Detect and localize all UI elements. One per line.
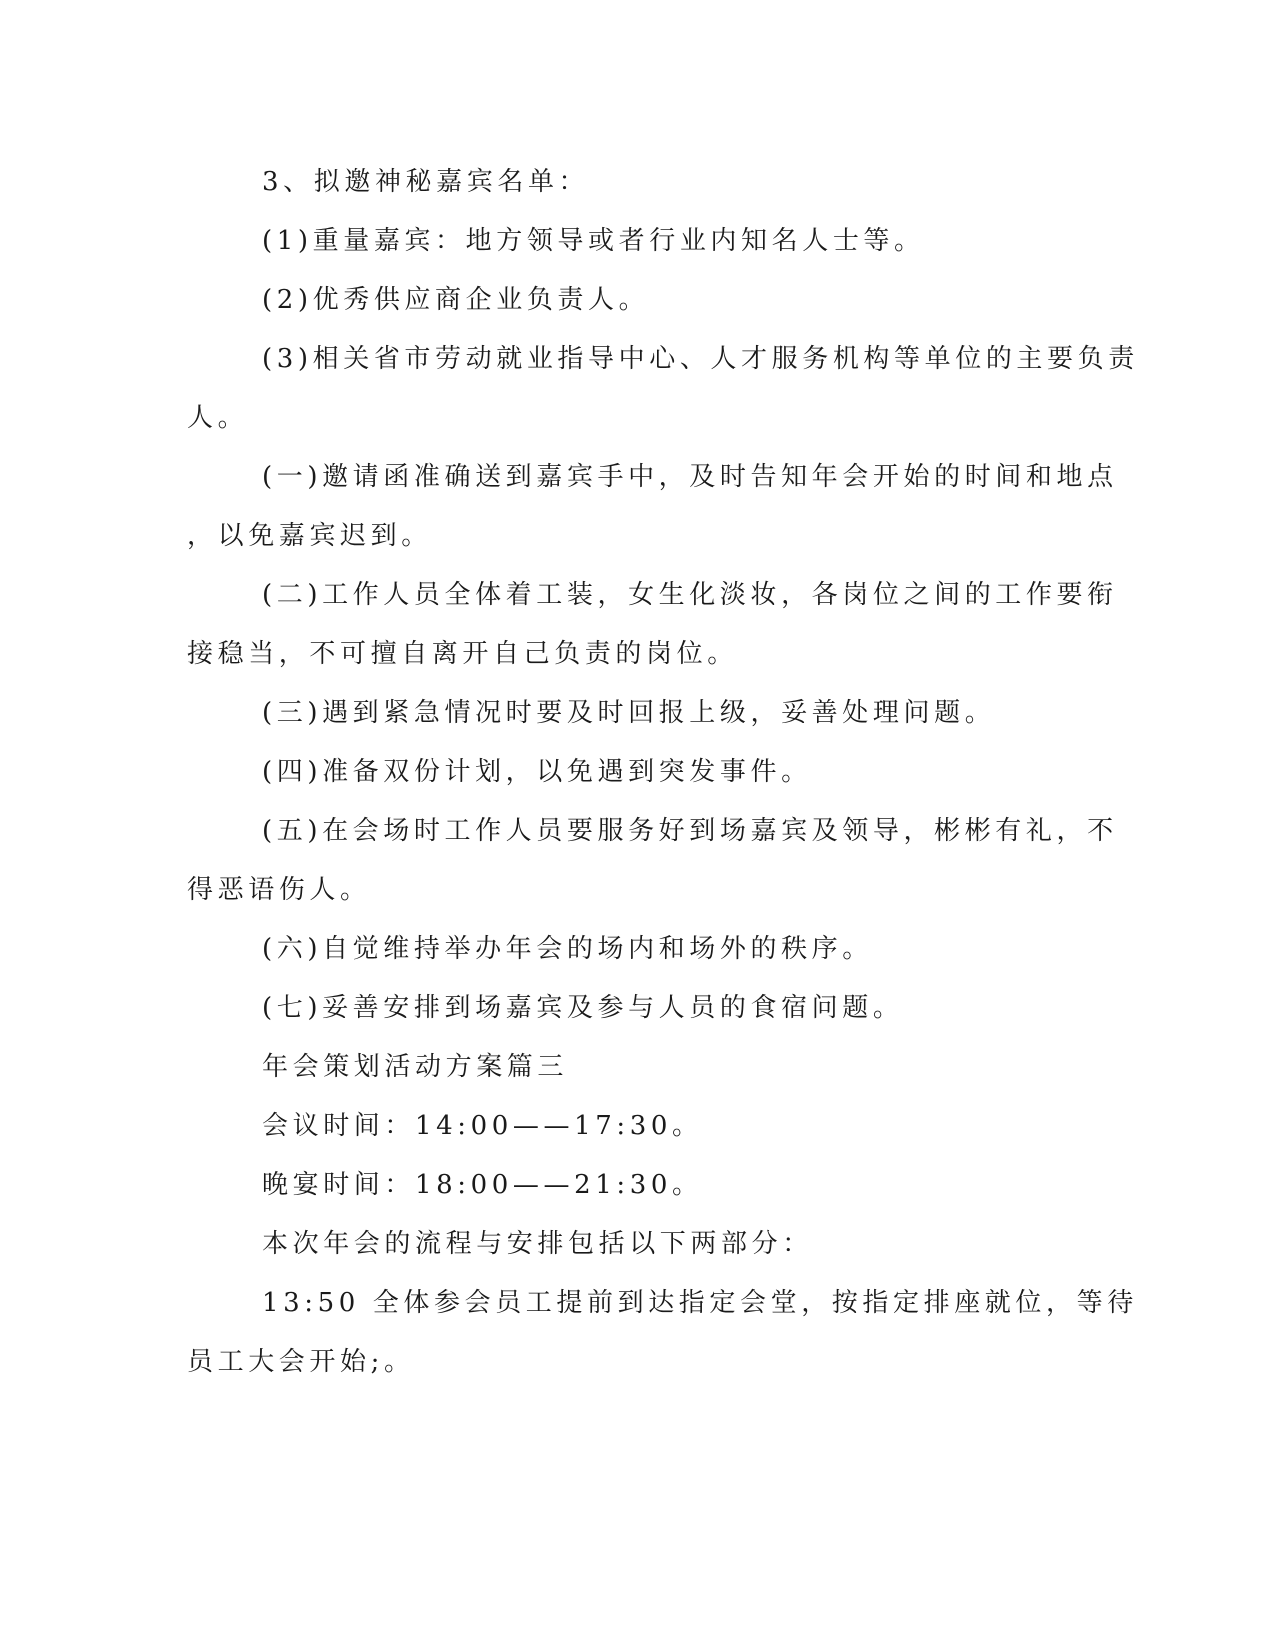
section-title: 年会策划活动方案篇三	[262, 1052, 569, 1082]
paragraph-line: (2)优秀供应商企业负责人。	[262, 285, 650, 315]
paragraph-line: (二)工作人员全体着工装，女生化淡妆，各岗位之间的工作要衔	[262, 580, 1118, 610]
meeting-time: 会议时间：14:00——17:30。	[262, 1111, 703, 1141]
paragraph-line: (六)自觉维持举办年会的场内和场外的秩序。	[262, 934, 873, 964]
paragraph-line: 人。	[187, 403, 249, 433]
paragraph-line: (3)相关省市劳动就业指导中心、人才服务机构等单位的主要负责	[262, 344, 1139, 374]
paragraph-line: (一)邀请函准确送到嘉宾手中，及时告知年会开始的时间和地点	[262, 462, 1118, 492]
paragraph-line: (五)在会场时工作人员要服务好到场嘉宾及领导，彬彬有礼，不	[262, 816, 1118, 846]
paragraph-line: 本次年会的流程与安排包括以下两部分：	[262, 1229, 813, 1259]
banquet-time: 晚宴时间：18:00——21:30。	[262, 1170, 703, 1200]
paragraph-line: ，以免嘉宾迟到。	[187, 521, 432, 551]
paragraph-line: (七)妥善安排到场嘉宾及参与人员的食宿问题。	[262, 993, 904, 1023]
paragraph-line: 13:50 全体参会员工提前到达指定会堂，按指定排座就位，等待	[262, 1288, 1138, 1318]
paragraph-line: 员工大会开始;。	[187, 1347, 415, 1377]
paragraph-line: 得恶语伤人。	[187, 875, 371, 905]
guest-list-heading: 3、拟邀神秘嘉宾名单：	[262, 167, 590, 197]
paragraph-line: (1)重量嘉宾：地方领导或者行业内知名人士等。	[262, 226, 925, 256]
paragraph-line: 接稳当，不可擅自离开自己负责的岗位。	[187, 639, 738, 669]
paragraph-line: (四)准备双份计划，以免遇到突发事件。	[262, 757, 812, 787]
paragraph-line: (三)遇到紧急情况时要及时回报上级，妥善处理问题。	[262, 698, 996, 728]
